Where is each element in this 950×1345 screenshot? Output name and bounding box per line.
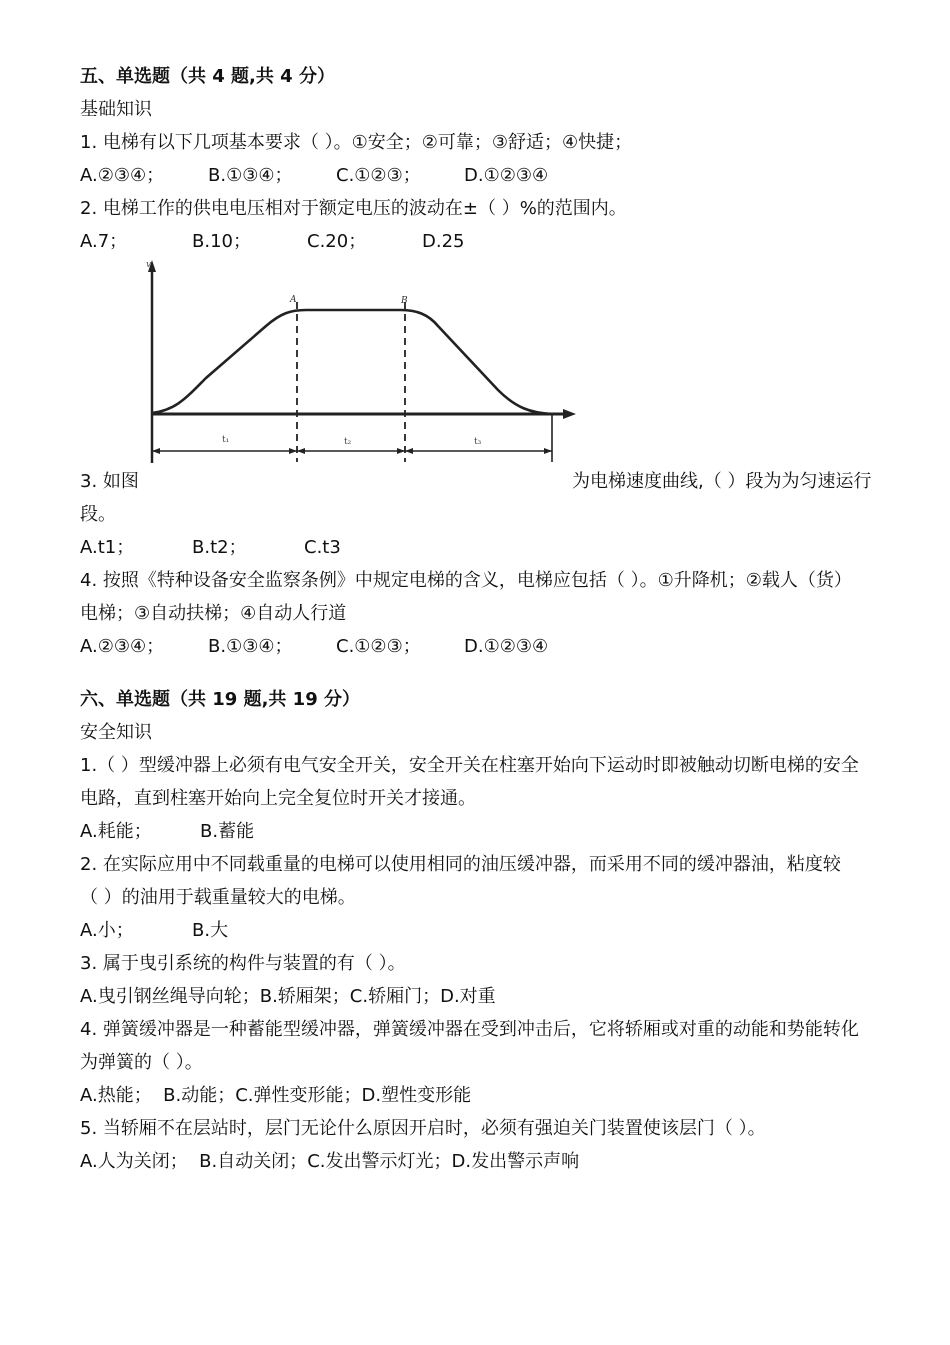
s6-q2-text-line2: （ ）的油用于载重量较大的电梯。 xyxy=(80,887,356,908)
option-b: B.10； xyxy=(192,231,251,252)
section6-title: 六、单选题（共 19 题,共 19 分） xyxy=(80,689,361,710)
s5-q2-options xyxy=(80,225,910,258)
option-a: A.②③④； xyxy=(80,165,165,186)
option-c: C.20； xyxy=(307,231,367,252)
option-c: C.①②③； xyxy=(336,165,421,186)
option-d: D.①②③④ xyxy=(464,636,549,657)
y-axis-label: v xyxy=(146,260,152,270)
option-c: C.①②③； xyxy=(336,636,421,657)
option-b: B.①③④； xyxy=(208,636,293,657)
x-axis-arrow xyxy=(563,409,576,419)
point-label-a: A xyxy=(290,295,297,305)
interval-arrow-2 xyxy=(289,448,297,454)
section5-subtitle: 基础知识 xyxy=(80,99,152,120)
option-a: A.小； xyxy=(80,920,134,941)
s5-q2-text: 2. 电梯工作的供电电压相对于额定电压的波动在±（ ）%的范围内。 xyxy=(80,198,627,219)
s6-q1-text-line2: 电路，直到柱塞开始向上完全复位时开关才接通。 xyxy=(80,788,476,809)
option-b: B.①③④； xyxy=(208,165,293,186)
section6-subtitle: 安全知识 xyxy=(80,722,152,743)
option-d: D.①②③④ xyxy=(464,165,549,186)
s5-q1-options xyxy=(80,159,910,192)
s5-q4-text-line1: 4. 按照《特种设备安全监察条例》中规定电梯的含义，电梯应包括（ ）。①升降机；②载人（货） xyxy=(80,570,852,591)
s6-q1-options xyxy=(80,815,910,848)
s5-q3-text-after: 为电梯速度曲线,（ ）段为为匀速运行 xyxy=(572,471,872,492)
interval-label-t2: t₂ xyxy=(344,437,352,447)
s6-q2-options xyxy=(80,914,910,947)
s5-q4-options xyxy=(80,630,910,663)
interval-arrow-5 xyxy=(405,448,413,454)
interval-label-t1: t₁ xyxy=(222,435,230,445)
s5-q4-text-line2: 电梯；③自动扶梯；④自动人行道 xyxy=(80,603,347,624)
s5-q3-text-cont: 段。 xyxy=(80,504,116,525)
option-a: A.t1； xyxy=(80,537,135,558)
interval-label-t3: t₃ xyxy=(474,437,482,447)
interval-arrow-6 xyxy=(544,448,552,454)
option-a: A.耗能； xyxy=(80,821,152,842)
s5-q3-options xyxy=(80,531,910,564)
s6-q4-text-line2: 为弹簧的（ ）。 xyxy=(80,1052,203,1073)
s5-q1-text: 1. 电梯有以下几项基本要求（ ）。①安全；②可靠；③舒适；④快捷； xyxy=(80,132,633,153)
s6-q3-options: A.曳引钢丝绳导向轮；B.轿厢架；C.轿厢门；D.对重 xyxy=(80,986,496,1007)
option-d: D.25 xyxy=(422,231,465,252)
option-c: C.t3 xyxy=(304,537,341,558)
speed-curve xyxy=(152,310,552,414)
interval-arrow-3 xyxy=(297,448,305,454)
s6-q4-text-line1: 4. 弹簧缓冲器是一种蓄能型缓冲器，弹簧缓冲器在受到冲击后，它将轿厢或对重的动能和势能转化 xyxy=(80,1019,859,1040)
option-b: B.大 xyxy=(192,920,229,941)
s5-q3-figure-line xyxy=(80,258,910,498)
option-b: B.蓄能 xyxy=(200,821,255,842)
s6-q3-text: 3. 属于曳引系统的构件与装置的有（ ）。 xyxy=(80,953,406,974)
option-a: A.②③④； xyxy=(80,636,165,657)
interval-arrow-4 xyxy=(397,448,405,454)
s6-q5-options: A.人为关闭； B.自动关闭；C.发出警示灯光；D.发出警示声响 xyxy=(80,1151,580,1172)
s6-q5-text: 5. 当轿厢不在层站时，层门无论什么原因开启时，必须有强迫关门装置使该层门（ ）。 xyxy=(80,1118,766,1139)
option-a: A.7； xyxy=(80,231,128,252)
section-gap xyxy=(80,663,910,683)
section5-title: 五、单选题（共 4 题,共 4 分） xyxy=(80,66,335,87)
s6-q1-text-line1: 1.（ ）型缓冲器上必须有电气安全开关，安全开关在柱塞开始向下运动时即被触动切断电梯的安全 xyxy=(80,755,859,776)
option-b: B.t2； xyxy=(192,537,247,558)
point-label-b: B xyxy=(401,296,408,306)
document-page xyxy=(80,60,910,1178)
s5-q3-text-before: 3. 如图 xyxy=(80,471,139,492)
s6-q4-options: A.热能； B.动能；C.弹性变形能；D.塑性变形能 xyxy=(80,1085,472,1106)
s6-q2-text-line1: 2. 在实际应用中不同载重量的电梯可以使用相同的油压缓冲器，而采用不同的缓冲器油，粘度较 xyxy=(80,854,841,875)
elevator-speed-curve-figure xyxy=(146,258,576,473)
